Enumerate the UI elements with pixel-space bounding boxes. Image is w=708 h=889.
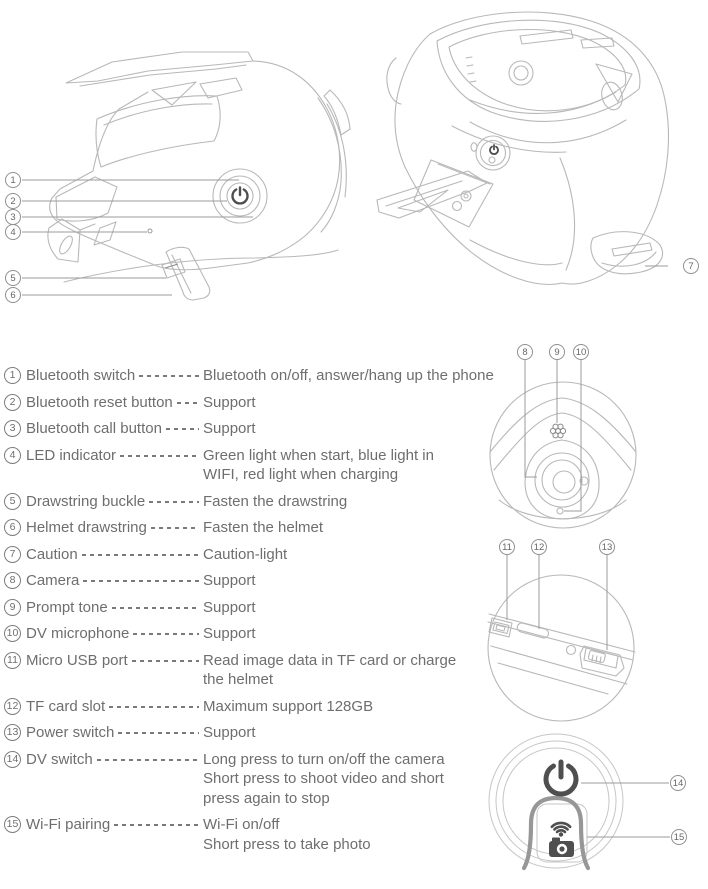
legend-num: 10 — [4, 625, 21, 642]
legend-desc: Support — [203, 598, 256, 616]
leader-dashes — [118, 732, 199, 734]
legend-desc: Support — [203, 625, 256, 642]
callout-5: 5 — [5, 270, 21, 286]
callout-1: 1 — [5, 172, 21, 188]
legend-label: LED indicator — [26, 446, 117, 464]
callout-13: 13 — [599, 539, 615, 555]
callout-10: 10 — [573, 344, 589, 360]
legend-row-prompt-tone — [4, 598, 506, 618]
legend-row-led-indicator — [4, 446, 506, 485]
leader-dashes — [166, 428, 199, 430]
legend-desc: Maximum support 128GB — [203, 697, 374, 715]
leader-dashes — [109, 706, 199, 708]
callout-11: 11 — [499, 539, 515, 555]
legend-num: 4 — [4, 447, 21, 464]
legend-row-helmet-drawstring — [4, 518, 506, 538]
legend-list — [4, 366, 506, 861]
legend-desc: Caution-light — [203, 545, 288, 563]
legend-label: Camera — [26, 572, 80, 589]
legend-label: Power switch — [26, 724, 115, 741]
leader-dashes — [82, 554, 199, 556]
legend-desc: Read image data in TF card or charge the helmet — [203, 651, 457, 688]
leader-dashes — [114, 824, 199, 826]
legend-num: 6 — [4, 519, 21, 536]
legend-row-tf-card — [4, 697, 506, 717]
legend-label: Bluetooth call button — [26, 420, 162, 437]
legend-num: 13 — [4, 724, 21, 741]
callout-3: 3 — [5, 209, 21, 225]
callout-14: 14 — [670, 775, 686, 791]
leader-dashes — [97, 759, 199, 761]
legend-label: TF card slot — [26, 697, 106, 715]
legend-label: DV microphone — [26, 625, 130, 642]
legend-num: 12 — [4, 698, 21, 715]
leader-dashes — [149, 501, 199, 503]
legend-desc: Wi-Fi on/off Short press to take photo — [203, 816, 371, 853]
legend-row-wifi-pairing — [4, 815, 506, 854]
leader-dashes — [133, 633, 199, 635]
leader-dashes — [120, 455, 199, 457]
legend-row-bluetooth-reset — [4, 393, 506, 413]
legend-desc: Bluetooth on/off, answer/hang up the phone — [203, 367, 494, 384]
legend-label: Caution — [26, 545, 78, 563]
legend-label: Bluetooth switch — [26, 367, 136, 384]
callout-8: 8 — [517, 344, 533, 360]
legend-row-drawstring-buckle — [4, 492, 506, 512]
leader-dashes — [112, 607, 199, 609]
legend-row-bluetooth-call — [4, 419, 506, 439]
callout-15: 15 — [671, 829, 687, 845]
legend-label: Wi-Fi pairing — [26, 816, 111, 833]
legend-num: 1 — [4, 367, 21, 384]
legend-desc: Support — [203, 724, 256, 741]
legend-num: 5 — [4, 493, 21, 510]
legend-label: Bluetooth reset button — [26, 393, 173, 411]
legend-desc: Fasten the drawstring — [203, 492, 348, 510]
leader-dashes — [83, 580, 199, 582]
legend-desc: Long press to turn on/off the camera Short press to shoot video and short press again to stop — [203, 750, 445, 807]
legend-row-power-switch — [4, 723, 506, 743]
legend-num: 8 — [4, 572, 21, 589]
legend-desc: Support — [203, 420, 256, 437]
legend-num: 2 — [4, 394, 21, 411]
leader-dashes — [151, 527, 199, 529]
legend-row-caution — [4, 545, 506, 565]
callout-12: 12 — [531, 539, 547, 555]
legend-num: 9 — [4, 599, 21, 616]
leader-dashes — [139, 375, 199, 377]
legend-num: 7 — [4, 546, 21, 563]
callout-9: 9 — [549, 344, 565, 360]
legend-label: Micro USB port — [26, 651, 128, 669]
legend-num: 11 — [4, 652, 21, 669]
legend-desc: Green light when start, blue light in WIFI, red light when charging — [203, 446, 434, 483]
leader-dashes — [177, 402, 199, 404]
leader-dashes — [132, 660, 199, 662]
callout-4: 4 — [5, 224, 21, 240]
legend-row-dv-switch — [4, 750, 506, 809]
legend-label: DV switch — [26, 750, 93, 768]
legend-row-bluetooth-switch — [4, 366, 506, 386]
legend-num: 3 — [4, 420, 21, 437]
legend-label: Helmet drawstring — [26, 519, 147, 536]
legend-label: Drawstring buckle — [26, 492, 146, 510]
legend-desc: Fasten the helmet — [203, 519, 324, 536]
legend-desc: Support — [203, 572, 256, 589]
callout-2: 2 — [5, 193, 21, 209]
legend-num: 14 — [4, 751, 21, 768]
callout-7: 7 — [683, 258, 699, 274]
legend-row-micro-usb — [4, 651, 506, 690]
callout-6: 6 — [5, 287, 21, 303]
legend-num: 15 — [4, 816, 21, 833]
legend-desc: Support — [203, 393, 256, 411]
legend-row-camera — [4, 571, 506, 591]
legend-label: Prompt tone — [26, 598, 108, 616]
legend-row-dv-microphone — [4, 624, 506, 644]
